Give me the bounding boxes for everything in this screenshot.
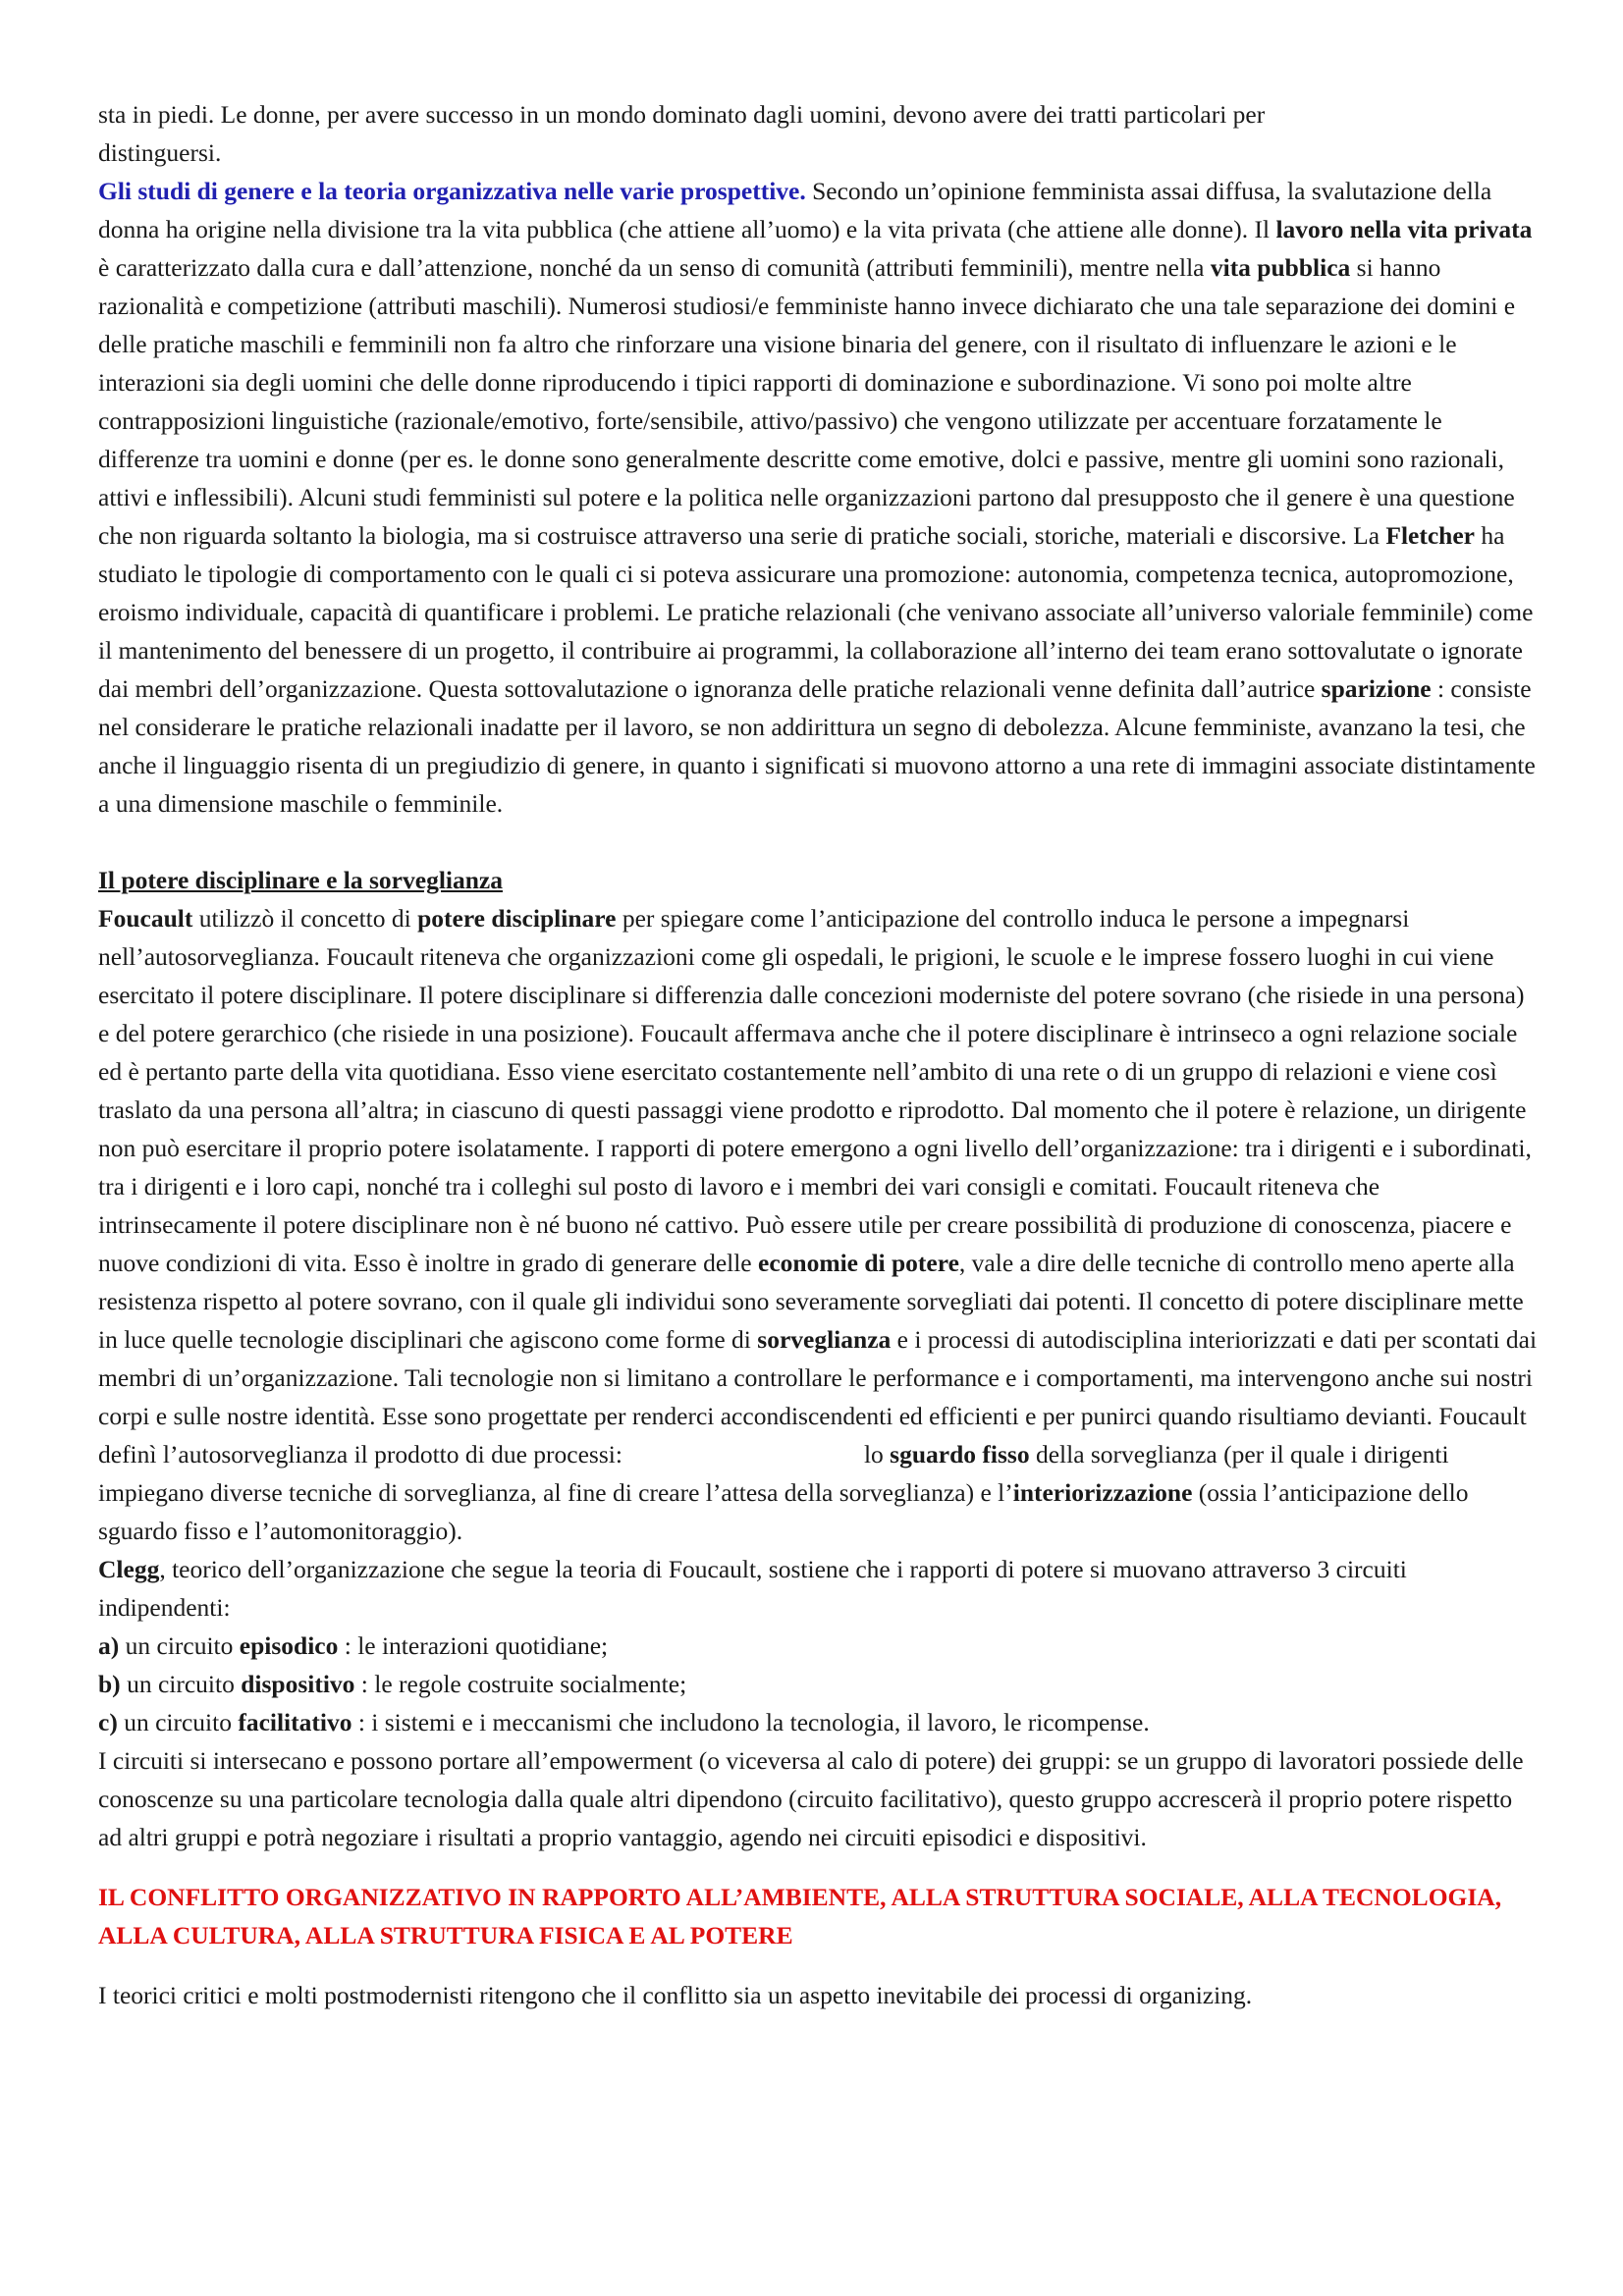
text-run: un circuito (120, 1670, 242, 1698)
section-heading-conflict: IL CONFLITTO ORGANIZZATIVO IN RAPPORTO ALL’AMBIENTE, ALLA STRUTTURA SOCIALE, ALLA TECNOLOGIA, ALLA CULTURA, ALLA STRUTTURA FISICA E AL POTERE (98, 1883, 1502, 1949)
text-run: : i sistemi e i meccanismi che includono la tecnologia, il lavoro, le ricompense. (352, 1708, 1150, 1736)
text-run: ha studiato le tipologie di comportamento con le quali ci si poteva assicurare una promozione: autonomia, competenza tecnica, autopromozione, eroismo individuale, capacità di quantificare i problemi. Le pratiche relazionali (che venivano associate all’universo valoriale femminile) come il mantenimento del benessere di un progetto, il contribuire ai programmi, la collaborazione all’interno dei team erano sottovalutate o ignorate dai membri dell’organizzazione. Questa sottovalutazione o ignoranza delle pratiche relazionali venne definita dall’autrice (98, 521, 1534, 703)
text-run: : consiste nel considerare le pratiche relazionali inadatte per il lavoro, se non addirittura un segno di debolezza. Alcune femministe, avanzano la tesi, che anche il linguaggio risenta di un pregiudizio di genere, in quanto i significati si muovono attorno a una rete di immagini associate distintamente a una dimensione maschile o femminile. (98, 674, 1536, 818)
paragraph-circuits: I circuiti si intersecano e possono portare all’empowerment (o viceversa al calo di potere) dei gruppi: se un gruppo di lavoratori possiede delle conoscenze su una particolare tecnologia dalla quale altri dipendono (circuito facilitativo), questo gruppo accrescerà il proprio potere rispetto ad altri gruppi e potrà negoziare i risultati a proprio vantaggio, agendo nei circuiti episodici e dispositivi. (98, 1746, 1524, 1851)
text-run: un circuito (117, 1708, 239, 1736)
spacer (98, 1856, 1542, 1878)
gender-studies-title: Gli studi di genere e la teoria organizzativa nelle varie prospettive. (98, 177, 806, 205)
bold-term: sguardo fisso (890, 1440, 1030, 1468)
list-label: c) (98, 1708, 118, 1736)
paragraph-foucault (98, 899, 1542, 1550)
text-run: , vale a dire delle tecniche di controllo meno aperte alla resistenza rispetto al potere sovrano, con il quale gli individui sono severamente sorvegliati dai potenti. Il concetto di potere disciplinare mette in luce quelle tecnologie disciplinari che agiscono come forme di (98, 1249, 1524, 1354)
text-run: è caratterizzato dalla cura e dall’attenzione, nonché da un senso di comunità (attributi femminili), mentre nella (98, 253, 1211, 282)
text-run: : le interazioni quotidiane; (338, 1631, 609, 1660)
bold-term: dispositivo (241, 1670, 355, 1698)
list-item-a (98, 1627, 1542, 1665)
list-item-b (98, 1665, 1542, 1703)
paragraph-gender-studies (98, 172, 1542, 823)
spacer (98, 823, 1542, 861)
bold-term: lavoro nella vita privata (1275, 215, 1533, 243)
paragraph-intro (98, 95, 1542, 172)
text-run: per spiegare come l’anticipazione del controllo induca le persone a impegnarsi nell’autosorveglianza. Foucault riteneva che organizzazioni come gli ospedali, le prigioni, le scuole e le imprese fossero luoghi in cui viene esercitato il potere disciplinare. Il potere disciplinare si differenzia dalle concezioni moderniste del potere sovrano (che risiede in una persona) e del potere gerarchico (che risiede in una posizione). Foucault affermava anche che il potere disciplinare è intrinseco a ogni relazione sociale ed è pertanto parte della vita quotidiana. Esso viene esercitato costantemente nell’ambito di una rete o di un gruppo di relazioni e viene così traslato da una persona all’altra; in ciascuno di questi passaggi viene prodotto e riprodotto. Dal momento che il potere è relazione, un dirigente non può esercitare il proprio potere isolatamente. I rapporti di potere emergono a ogni livello dell’organizzazione: tra i dirigenti e i subordinati, tra i dirigenti e i loro capi, nonché tra i colleghi sul posto di lavoro e i membri dei vari consigli e comitati. Foucault riteneva che intrinsecamente il potere disciplinare non è né buono né cattivo. Può essere utile per creare possibilità di produzione di conoscenza, piacere e nuove condizioni di vita. Esso è inoltre in grado di generare delle (98, 904, 1532, 1277)
text-run: (ossia l’anticipazione dello sguardo fisso e l’automonitoraggio). (98, 1478, 1469, 1545)
bold-term: economie di potere (758, 1249, 959, 1277)
list-item-c (98, 1703, 1542, 1741)
bold-term: sorveglianza (757, 1325, 892, 1354)
paragraph-clegg (98, 1550, 1542, 1627)
text-run: Secondo un’opinione femminista assai diffusa, la svalutazione della donna ha origine nella divisione tra la vita pubblica (che attiene all’uomo) e la vita privata (che attiene alle donne). Il (98, 177, 1492, 243)
bold-term: facilitativo (238, 1708, 352, 1736)
paragraph-conflict: I teorici critici e molti postmodernisti ritengono che il conflitto sia un aspetto inevitabile dei processi di organizing. (98, 1981, 1253, 2009)
intro-line-2: distinguersi. (98, 138, 222, 167)
text-run: e i processi di autodisciplina interiorizzati e dati per scontati dai membri di un’organizzazione. Tali tecnologie non si limitano a controllare le performance e i comportamenti, ma intervengono anche sui nostri corpi e sulle nostre identità. Esse sono progettate per renderci accondiscendenti ed efficienti e per punirci quando risultiamo devianti. Foucault definì l’autosorveglianza il prodotto di due processi: (98, 1325, 1538, 1468)
bold-term: episodico (239, 1631, 339, 1660)
bold-term: interiorizzazione (1012, 1478, 1193, 1507)
text-run: , teorico dell’organizzazione che segue la teoria di Foucault, sostiene che i rapporti di potere si muovano attraverso 3 circuiti indipendenti: (98, 1555, 1407, 1622)
bold-term: Foucault (98, 904, 193, 933)
section-heading-discipline (98, 861, 1542, 899)
heading-text: Il potere disciplinare e la sorveglianza (98, 866, 503, 894)
text-run: utilizzò il concetto di (192, 904, 418, 933)
bold-term: vita pubblica (1210, 253, 1351, 282)
document-page (98, 95, 1542, 2014)
bold-term: sparizione (1321, 674, 1432, 703)
bold-term: potere disciplinare (417, 904, 617, 933)
text-run: si hanno razionalità e competizione (attributi maschili). Numerosi studiosi/e femministe hanno invece dichiarato che una tale separazione dei domini e delle pratiche maschili e femminili non fa altro che rinforzare una visione binaria del genere, con il risultato di influenzare le azioni e le interazioni sia degli uomini che delle donne riproducendo i tipici rapporti di dominazione e subordinazione. Vi sono poi molte altre contrapposizioni linguistiche (razionale/emotivo, forte/sensibile, attivo/passivo) che vengono utilizzate per accentuare forzatamente le differenze tra uomini e donne (per es. le donne sono generalmente descritte come emotive, dolci e passive, mentre gli uomini sono razionali, attivi e inflessibili). Alcuni studi femministi sul potere e la politica nelle organizzazioni partono dal presupposto che il genere è una questione che non riguarda soltanto la biologia, ma si costruisce attraverso una serie di pratiche sociali, storiche, materiali e discorsive. La (98, 253, 1516, 550)
text-run: un circuito (119, 1631, 240, 1660)
spacer (98, 1954, 1542, 1976)
bold-term: Clegg (98, 1555, 160, 1583)
bold-term: Fletcher (1385, 521, 1475, 550)
text-run: della sorveglianza (per il quale i dirigenti impiegano diverse tecniche di sorveglianza, al fine di creare l’attesa della sorveglianza) e l’ (98, 1440, 1449, 1507)
text-run: : le regole costruite socialmente; (354, 1670, 687, 1698)
list-label: a) (98, 1631, 120, 1660)
intro-line-1: sta in piedi. Le donne, per avere successo in un mondo dominato dagli uomini, devono avere dei tratti particolari per (98, 100, 1266, 129)
text-run: lo (863, 1440, 891, 1468)
list-label: b) (98, 1670, 121, 1698)
